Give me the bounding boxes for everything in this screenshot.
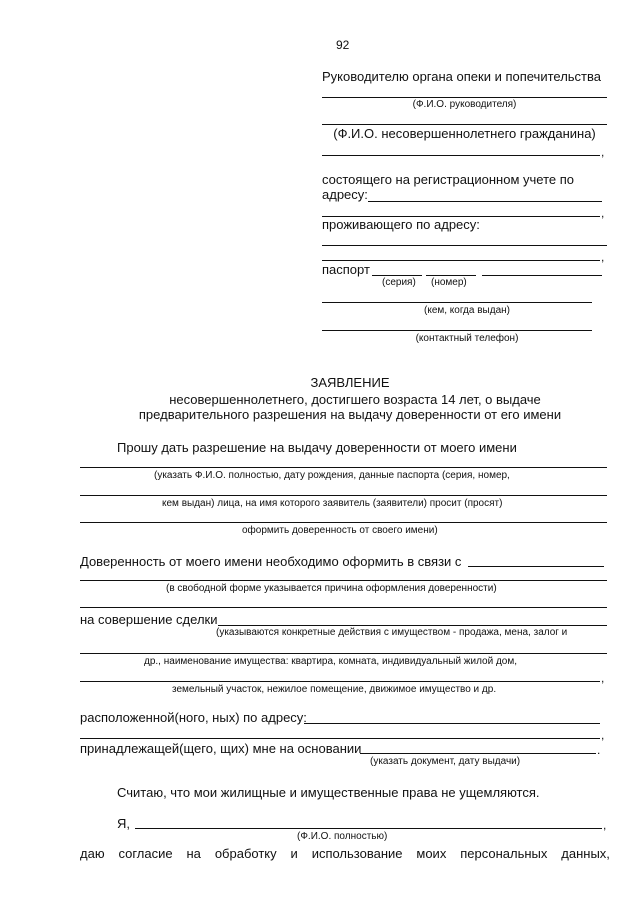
reason-line[interactable] (468, 566, 604, 567)
request-text: Прошу дать разрешение на выдачу доверенности от моего имени (117, 440, 517, 455)
deal-hint-3: земельный участок, нежилое помещение, движимое имущество и др. (172, 684, 497, 695)
residing-label: проживающего по адресу: (322, 217, 480, 232)
trustee-hint-3: оформить доверенность от своего имени) (242, 525, 438, 536)
reason-hint: (в свободной форме указывается причина оформления доверенности) (166, 583, 497, 594)
passport-series-line[interactable] (372, 275, 422, 276)
located-label: расположенной(ного, ных) по адресу: (80, 710, 307, 725)
phone-line[interactable] (322, 330, 592, 331)
located-line[interactable] (304, 723, 600, 724)
residing-line-2[interactable] (322, 260, 600, 261)
registered-address-line[interactable] (368, 201, 602, 202)
trustee-line-1[interactable] (80, 467, 607, 468)
passport-label: паспорт (322, 262, 370, 277)
minor-name-line-2[interactable] (322, 155, 600, 156)
reason-line-3[interactable] (80, 607, 607, 608)
comma: , (601, 728, 605, 742)
trustee-line-3[interactable] (80, 522, 607, 523)
comma: , (601, 145, 605, 159)
deal-line-2[interactable] (80, 653, 607, 654)
issued-hint: (кем, когда выдан) (424, 305, 510, 316)
deal-hint-1: (указываются конкретные действия с имуществом - продажа, мена, залог и (216, 627, 568, 638)
consent-line (80, 846, 610, 861)
passport-number-line[interactable] (426, 275, 476, 276)
consent-word: обработку (214, 846, 277, 861)
title-line-1: несовершеннолетнего, достигшего возраста 14 лет, о выдаче (169, 392, 541, 407)
belonging-label: принадлежащей(щего, щих) мне на основании (80, 741, 362, 756)
belonging-line[interactable] (360, 753, 596, 754)
phone-hint: (контактный телефон) (415, 333, 519, 344)
comma: , (601, 671, 605, 685)
document-title: ЗАЯВЛЕНИЕ (310, 375, 390, 390)
issued-line[interactable] (322, 302, 592, 303)
consent-word: персональных (460, 846, 548, 861)
head-name-hint: (Ф.И.О. руководителя) (412, 99, 517, 110)
reason-label: Доверенность от моего имени необходимо оформить в связи с (80, 554, 462, 569)
registered-label: состоящего на регистрационном учете по (322, 172, 574, 187)
number-hint: (номер) (431, 277, 467, 288)
deal-label: на совершение сделки (80, 612, 218, 627)
fio-line[interactable] (135, 828, 602, 829)
consent-word: моих (416, 846, 447, 861)
consent-word: даю (80, 846, 105, 861)
comma: , (601, 206, 605, 220)
deal-line-3[interactable] (80, 681, 600, 682)
trustee-hint-1: (указать Ф.И.О. полностью, дату рождения, данные паспорта (серия, номер, (154, 470, 510, 481)
fio-hint: (Ф.И.О. полностью) (297, 831, 388, 842)
document-hint: (указать документ, дату выдачи) (370, 756, 521, 767)
trustee-line-2[interactable] (80, 495, 607, 496)
trustee-hint-2: кем выдан) лица, на имя которого заявитель (заявители) просит (просят) (162, 498, 503, 509)
minor-name-hint: (Ф.И.О. несовершеннолетнего гражданина) (333, 126, 596, 141)
i-label: Я, (117, 816, 130, 831)
comma: , (603, 818, 607, 832)
consent-word: на (186, 846, 201, 861)
consent-word: и (290, 846, 298, 861)
reason-line-2[interactable] (80, 580, 607, 581)
consent-word: данных, (561, 846, 610, 861)
head-name-line[interactable] (322, 97, 607, 98)
addressee-title: Руководителю органа опеки и попечительства (322, 69, 601, 84)
consent-word: согласие (118, 846, 173, 861)
rights-text: Считаю, что мои жилищные и имущественные права не ущемляются. (117, 785, 540, 800)
consent-word: использование (311, 846, 403, 861)
registered-address-label: адресу: (322, 187, 368, 202)
comma: , (601, 250, 605, 264)
minor-name-line[interactable] (322, 124, 607, 125)
located-line-2[interactable] (80, 738, 600, 739)
deal-line[interactable] (218, 625, 607, 626)
deal-hint-2: др., наименование имущества: квартира, комната, индивидуальный жилой дом, (144, 656, 518, 667)
residing-line[interactable] (322, 245, 607, 246)
title-line-2: предварительного разрешения на выдачу доверенности от его имени (138, 407, 562, 422)
period: . (597, 743, 601, 757)
passport-extra-line[interactable] (482, 275, 602, 276)
series-hint: (серия) (382, 277, 416, 288)
page-number: 92 (336, 38, 350, 52)
